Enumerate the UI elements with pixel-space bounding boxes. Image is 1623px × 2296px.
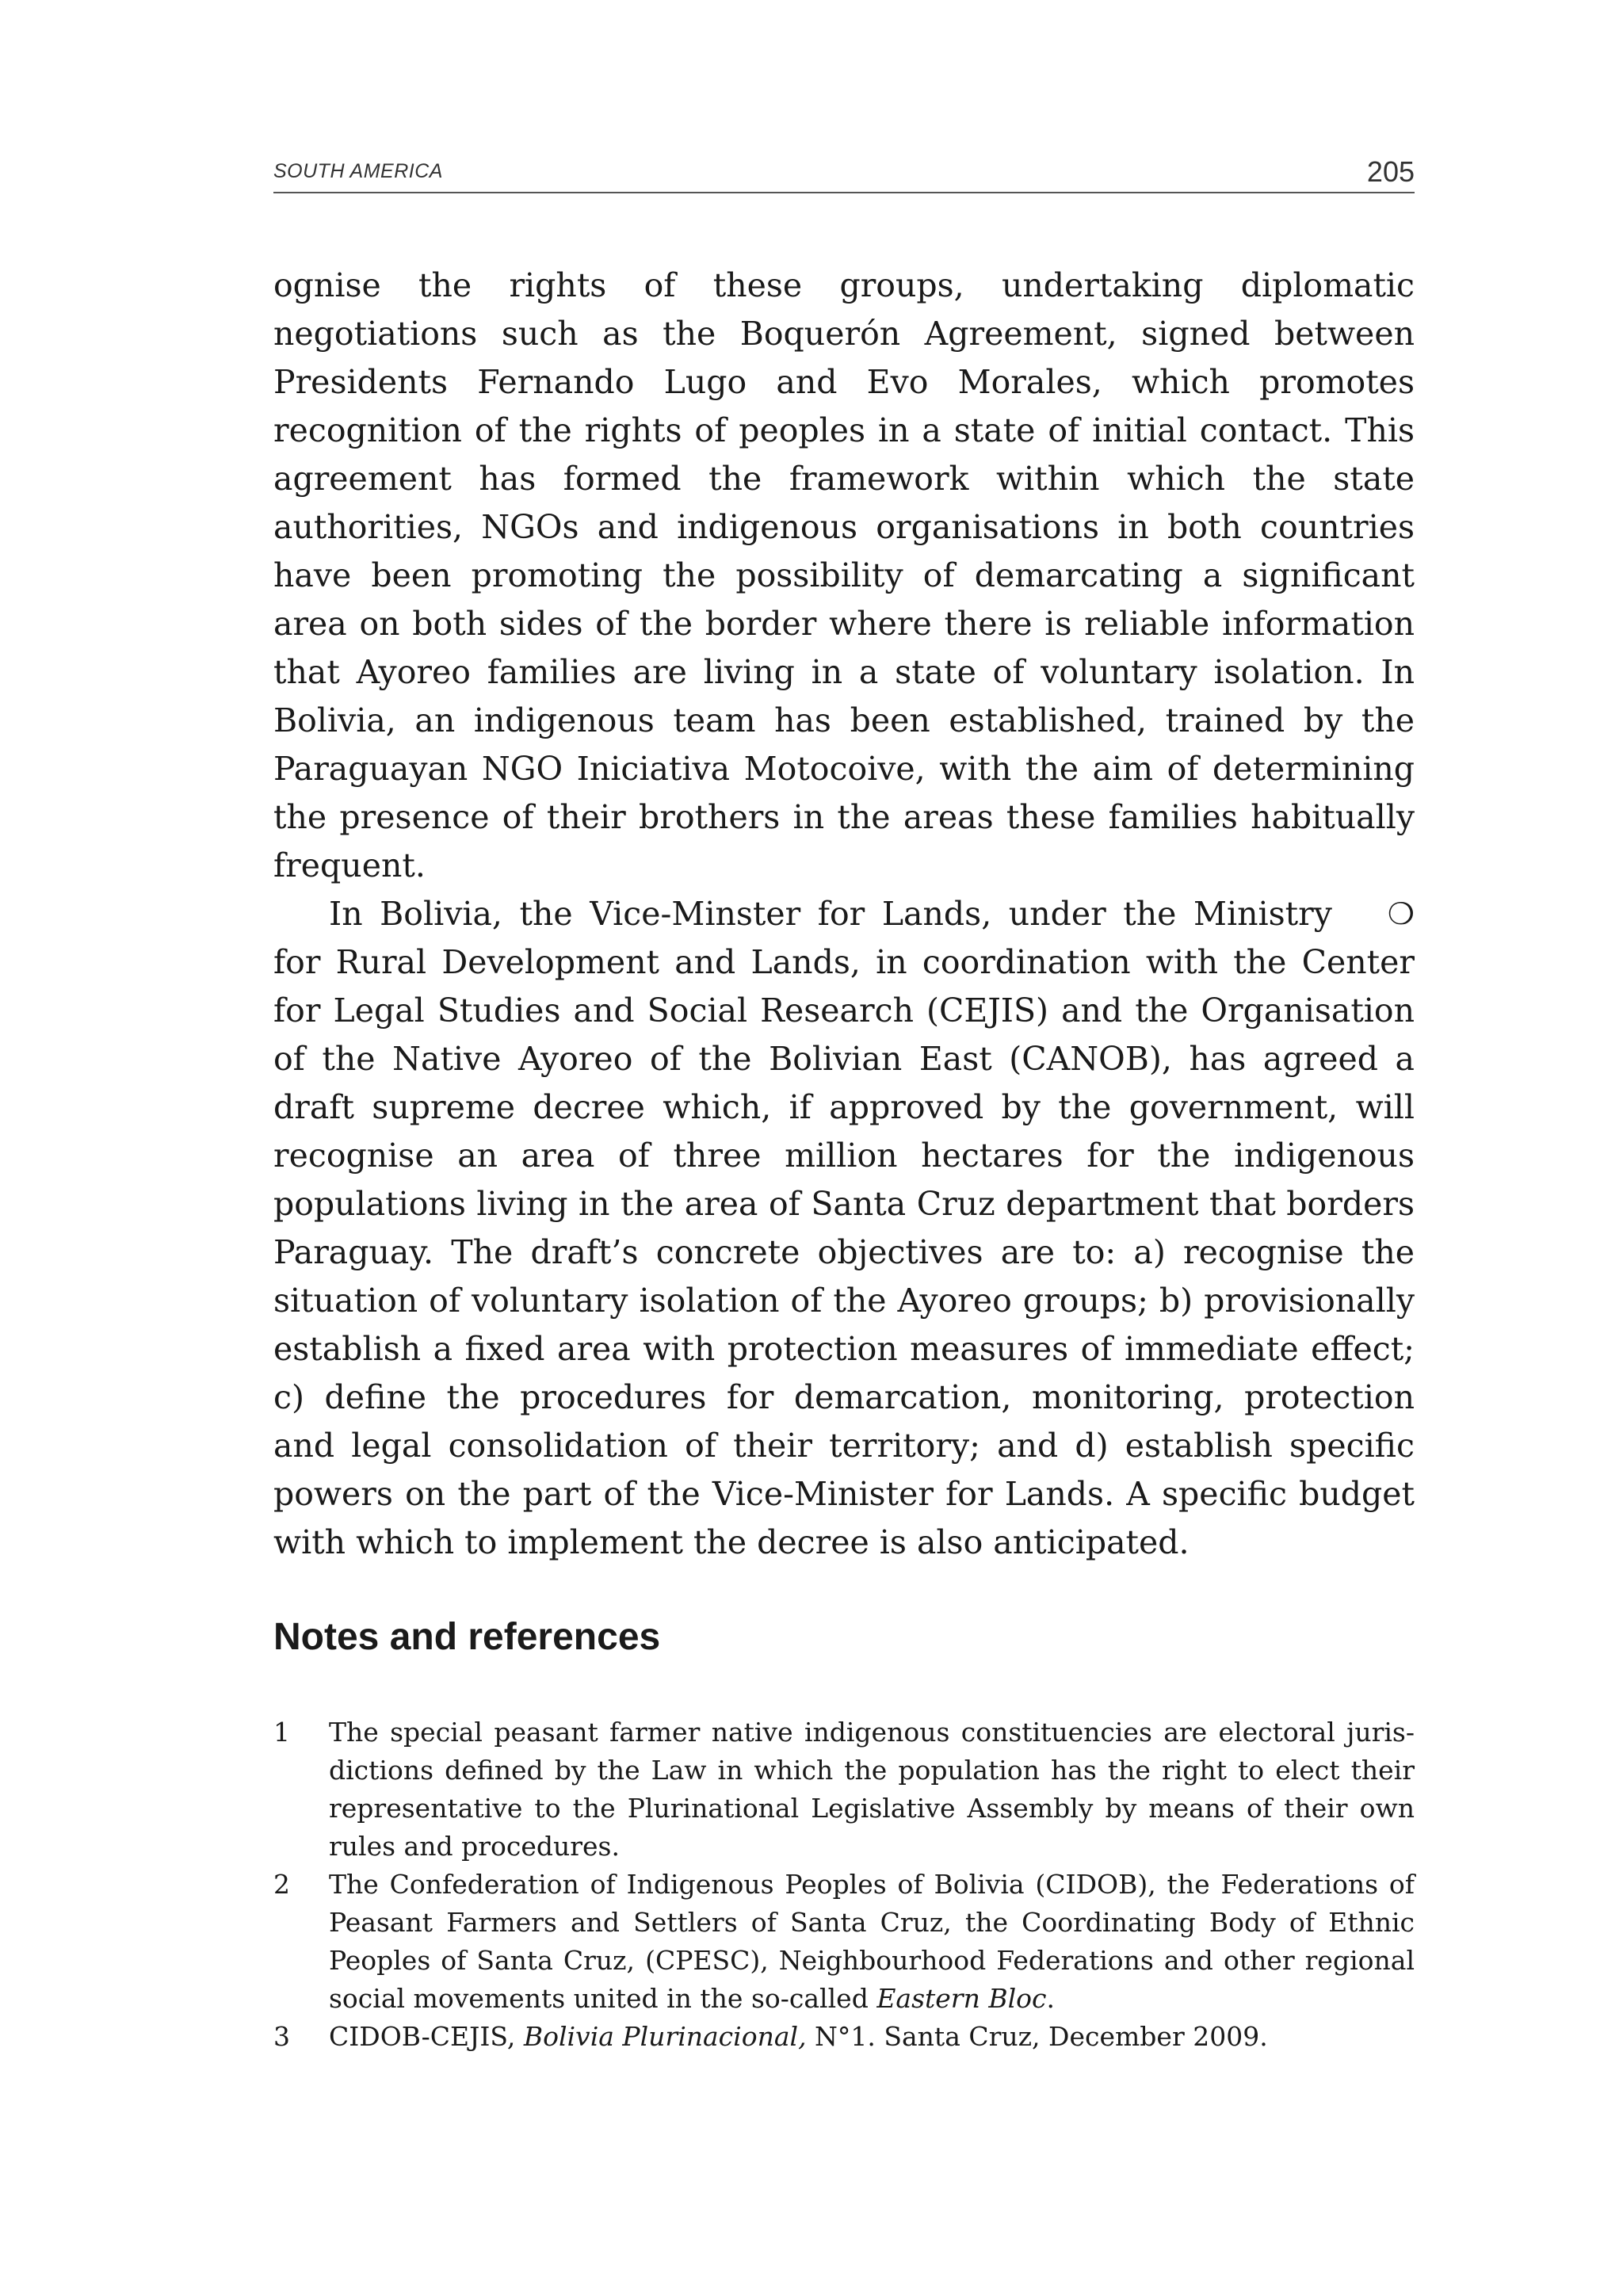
note-italic-term: Eastern Bloc xyxy=(876,1983,1047,2014)
notes-heading: Notes and references xyxy=(273,1616,661,1658)
body-text xyxy=(273,262,1415,1567)
paragraph-2 xyxy=(273,890,1415,1567)
note-item xyxy=(273,1713,1415,1866)
end-of-article-icon: ❍ xyxy=(1387,896,1415,931)
paragraph-2-text: In Bolivia, the Vice-Minster for Lands, under the Ministry for Rural Development and Lands, in coordination with the Center for Legal Studies and Social Research (CEJIS) and the Organisation of the Native Ayoreo of the Bolivian East (CANOB), has agreed a draft supreme decree which, if approved by the government, will recognise an area of three million hectares for the indigenous populations living in the area of Santa Cruz department that borders Paraguay. The draft’s concrete objectives are to: a) recognise the situation of voluntary isolation of the Ayoreo groups; b) provisionally establish a fixed area with protection measures of immediate effect; c) define the procedures for demarcation, monitoring, protection and legal consolidation of their territory; and d) establish specific powers on the part of the Vice-Minister for Lands. A specific budget with which to implement the decree is also anticipated. xyxy=(273,895,1415,1561)
note-italic-title: Bolivia Plurinacional, xyxy=(523,2021,807,2052)
page-number: 205 xyxy=(1366,155,1415,188)
note-item xyxy=(273,2018,1415,2056)
note-text xyxy=(329,1869,1415,2014)
running-header xyxy=(273,155,1415,193)
paragraph-1: ognise the rights of these groups, undertaking diplomatic negotiations such as the Boquerón Agreement, signed between Presidents Fernando Lugo and Evo Morales, which promotes recognition of the rights of peoples in a state of initial contact. This agreement has formed the framework within which the state authorities, NGOs and indigenous organisations in both countries have been promoting the possibility of demarcating a significant area on both sides of the border where there is reliable information that Ayoreo families are living in a state of voluntary isolation. In Bolivia, an indigenous team has been established, trained by the Paraguayan NGO Iniciativa Motocoive, with the aim of determining the presence of their brothers in the areas these families habitually frequent. xyxy=(273,266,1415,884)
note-text-part: The Confederation of Indigenous Peoples of Bolivia (CIDOB), the Federations of Peasant Farmers and Settlers of Santa Cruz, the Coordinating Body of Ethnic Peoples of Santa Cruz, (CPESC), Neighbourhood Federations and other regional social movements united in the so-called xyxy=(329,1869,1415,2014)
note-number: 1 xyxy=(273,1717,290,1748)
note-text-part: N°1. Santa Cruz, December 2009. xyxy=(806,2021,1268,2052)
note-text-part: CIDOB-CEJIS, xyxy=(329,2021,524,2052)
note-number: 3 xyxy=(273,2021,290,2052)
running-title: SOUTH AMERICA xyxy=(273,160,443,182)
note-text-part: . xyxy=(1046,1983,1055,2014)
note-text xyxy=(329,2021,1268,2052)
notes-list xyxy=(273,1713,1415,2056)
note-text: The special peasant farmer native indigenous constituencies are electoral jurisdictions defined by the Law in which the population has the right to elect their representative to the Plurinational Legislative Assembly by means of their own rules and procedures. xyxy=(329,1717,1415,1862)
note-number: 2 xyxy=(273,1869,290,1900)
note-item xyxy=(273,1866,1415,2018)
